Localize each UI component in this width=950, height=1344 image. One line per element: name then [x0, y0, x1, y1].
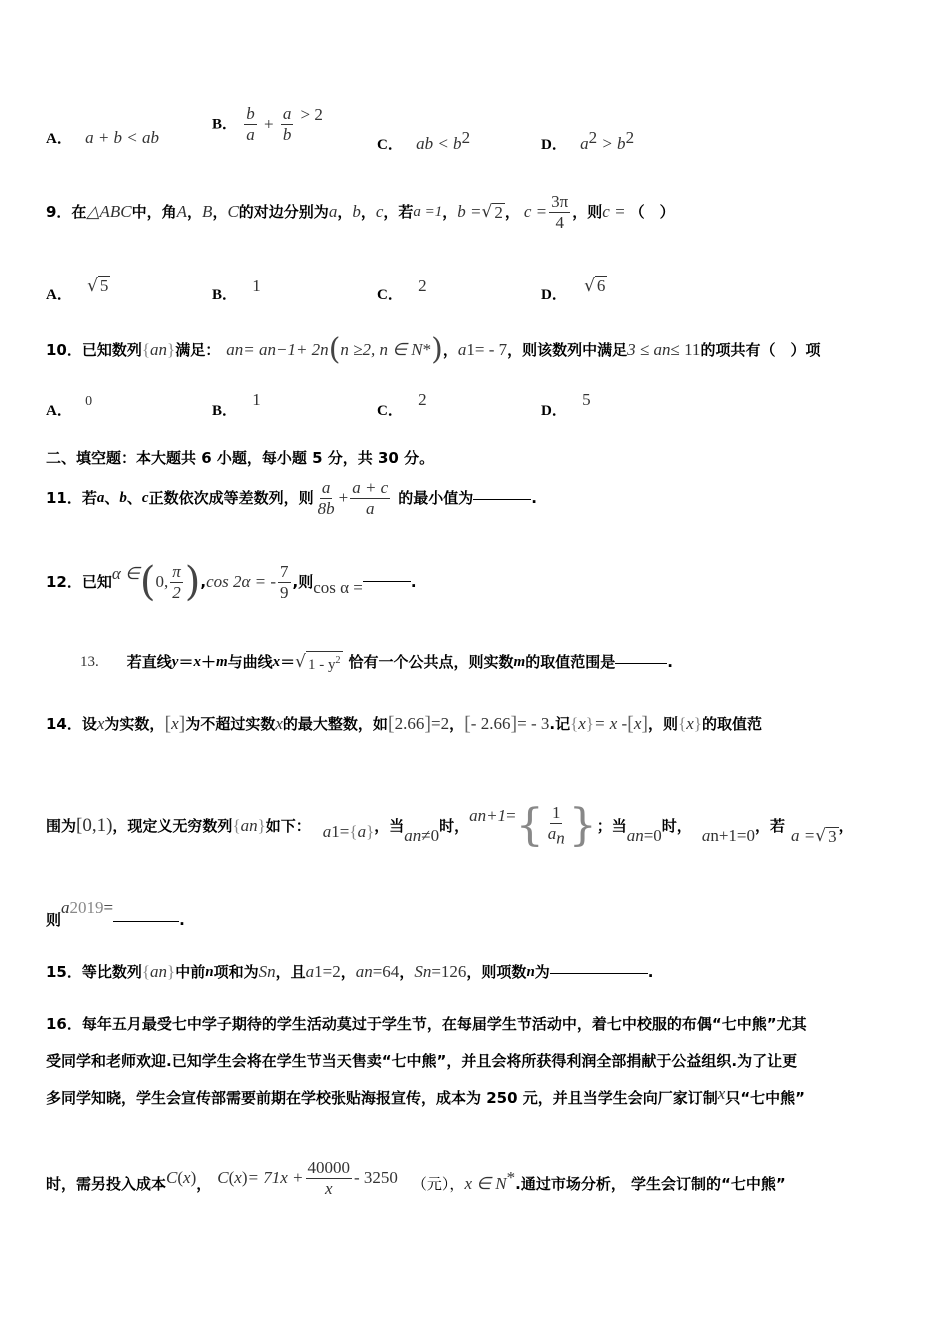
question-14-line-1: 14．设 x 为实数， [ x ] 为不超过实数 x 的最大整数，如 [ 2.66 ] =2 ， [ - 2.66 ] = - 3 .记 { x } = x - [ x ] ，则 { x } 的取值范 [46, 713, 762, 735]
answer-blank[interactable] [615, 661, 667, 664]
option-label: C． [377, 403, 403, 419]
fraction: $\frac{\pi}{2}$ [172, 561, 181, 602]
option-label: D． [541, 287, 567, 303]
option-label: A． [46, 287, 72, 303]
fraction: $\frac{a + c}{a}$ [352, 477, 389, 518]
q10-option-a: A． 0 [46, 394, 93, 419]
answer-blank[interactable] [113, 919, 179, 922]
answer-blank[interactable] [363, 579, 411, 582]
option-label: D． [541, 403, 567, 419]
question-12: 12．已知 α ∈ ( 0, $\frac{\pi}{2}$ ) , cos 2α = - $\frac{7}{9}$ ,则 cos α = . [46, 559, 417, 605]
question-13: 13. 若直线 y ＝ x ＋ m 与曲线 x ＝ √ $1 - y^2$ 恰有一个公共点，则实数 m 的取值范围是 . [80, 652, 673, 673]
section-heading: 二、填空题：本大题共 6 小题，每小题 5 分，共 30 分。 [46, 449, 435, 467]
q9-option-a: A． √ 5 [46, 276, 109, 303]
option-label: A． [46, 403, 72, 419]
q8-option-b: B． $\frac{b}{a}$ + $\frac{a}{b}$ > 2 [212, 104, 323, 144]
question-9: 9．在 △ABC 中，角 A ， B ， C 的对边分别为 a ， b ， c ，若 a =1 ， b = √ 2 ， c = $\frac{3\pi}{4}$ ，则 c = （ ） [46, 191, 675, 232]
fraction: $\frac{a}{b}$ [282, 104, 292, 144]
option-label: C． [377, 137, 403, 153]
q8-option-a [46, 128, 159, 149]
q9-option-c: C． 2 [377, 276, 427, 303]
fraction: $\frac{b}{a}$ [246, 104, 255, 144]
answer-blank[interactable] [550, 971, 648, 974]
answer-blank[interactable] [473, 497, 531, 500]
q10-option-c: C． 2 [377, 390, 427, 419]
question-10: 10．已知数列 { a n } 满足： a n = a n−1 + 2n ( n ≥2, n ∈ N * ) ， a 1 = - 7 ，则该数列中满足 3 ≤ a n ≤ 11 的项共有（ ）项 [46, 332, 821, 367]
fraction: $\frac{40000}{x}$ [307, 1157, 350, 1198]
question-16-line-1: 16．每年五月最受七中学子期待的学生活动莫过于学生节，在每届学生节活动中，着七中校服的布偶“七中熊”尤其 [46, 1015, 807, 1033]
q9-option-b: B． 1 [212, 276, 261, 303]
question-16-line-3: 多同学知晓，学生会宣传部需要前期在学校张贴海报宣传，成本为 250 元，并且当学生会向厂家订制x只“七中熊” [46, 1084, 806, 1107]
q8-option-d: D． $a^2 > b^2$ [541, 128, 635, 153]
option-label: A． [46, 131, 72, 147]
fraction: $\frac{3\pi}{4}$ [551, 191, 569, 232]
option-expression: a + b < ab [85, 128, 160, 147]
q8-option-c: C． ab < $b^2$ [377, 128, 471, 153]
q10-option-d: D． 5 [541, 390, 591, 419]
fraction: $\frac{1}{a_n}$ [547, 803, 565, 848]
option-label: C． [377, 287, 403, 303]
question-16-line-2: 受同学和老师欢迎.已知学生会将在学生节当天售卖“七中熊”，并且会将所获得利润全部捐献于公益组织.为了让更 [46, 1052, 798, 1070]
question-14-line-3: 则 a $_{2019}$ = . [46, 898, 185, 929]
question-16-line-4: 时，需另投入成本 C ( x ) ， C ( x ) = 71x + $\frac{40000}{x}$ - 3250 （元）， x ∈ N * .通过市场分析， 学生会订制的“七中熊” [46, 1157, 786, 1198]
q9-option-d: D． √ 6 [541, 276, 606, 303]
question-14-line-2: 围为 [0,1) ，现定义无穷数列 { a n } 如下： a $_1$ = { a } ，当 a $_n$ ≠0 时， a $_{n+1}$ = { $\frac{1}{a_n}$ } ；当 a $_n$ =0 时， a $_{n+1}$ =0 ，若 a = √ 3 ， [46, 800, 854, 851]
option-label: B． [212, 116, 238, 133]
q10-option-b: B． 1 [212, 390, 261, 419]
fraction: $\frac{7}{9}$ [280, 561, 289, 602]
question-15: 15．等比数列 { a n } 中前 n 项和为 S n ，且 a 1 =2 ， a n =64 ， S n =126 ，则项数 n 为 . [46, 962, 654, 981]
option-label: B． [212, 403, 238, 419]
fraction: $\frac{a}{8b}$ [317, 477, 335, 518]
option-label: B． [212, 287, 238, 303]
option-label: D． [541, 137, 567, 153]
question-11: 11．若 a 、 b 、 c 正数依次成等差数列，则 $\frac{a}{8b}$ + $\frac{a + c}{a}$ 的最小值为 . [46, 477, 537, 518]
